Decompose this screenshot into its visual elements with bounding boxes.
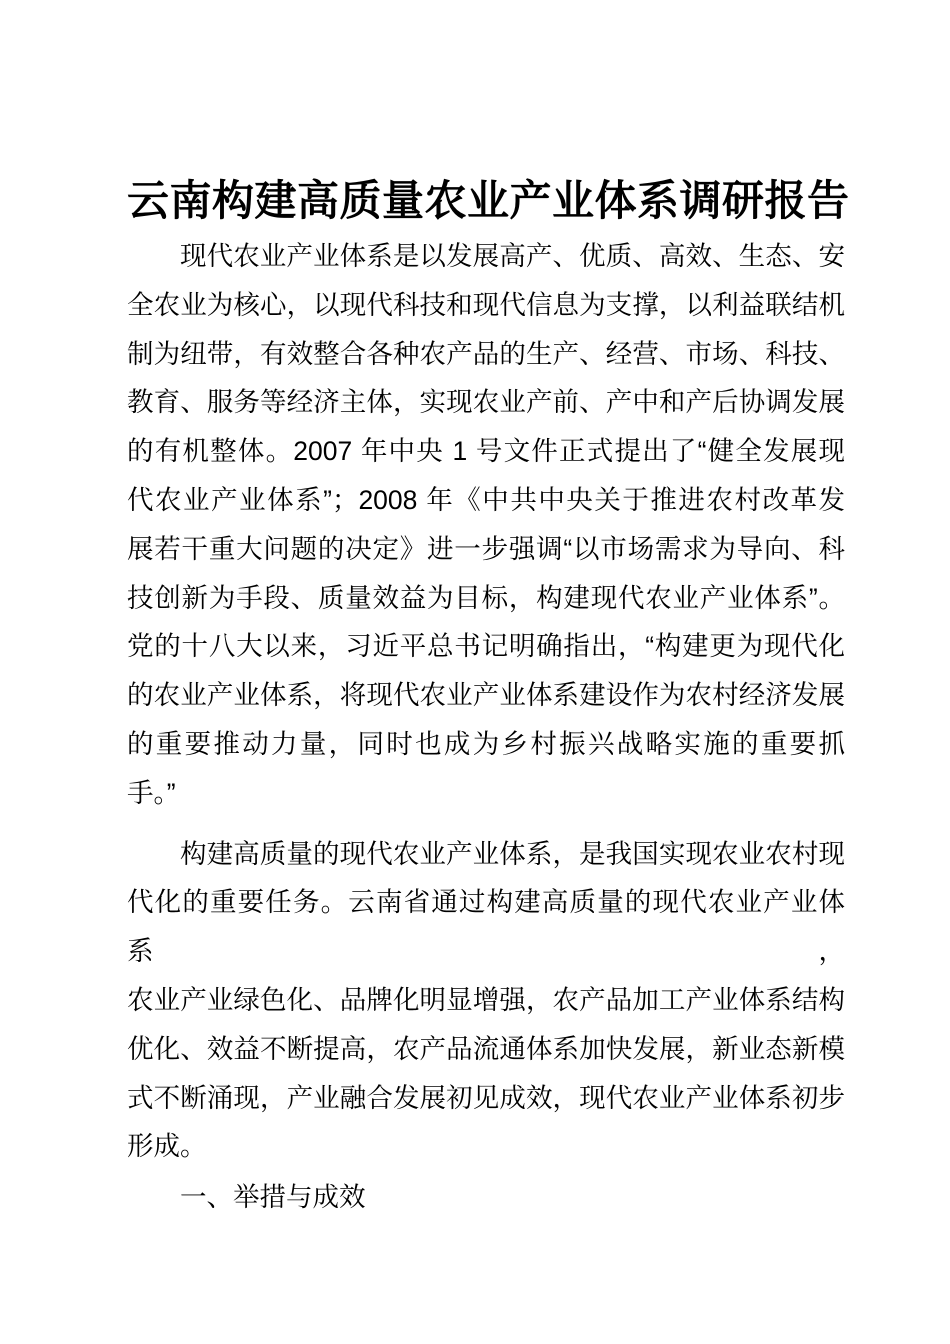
section-heading: 一、举措与成效 (180, 1182, 366, 1213)
document-title: 云南构建高质量农业产业体系调研报告 (127, 179, 850, 225)
paragraph-line: 形成。 (127, 1131, 207, 1162)
paragraph-line: 代农业产业体系”；2008 年《中共中央关于推进农村改革发 (127, 484, 845, 515)
paragraph-line: 现代农业产业体系是以发展高产、优质、高效、生态、安 (180, 241, 845, 271)
paragraph-line: 的重要推动力量，同时也成为乡村振兴战略实施的重要抓 (127, 728, 845, 759)
paragraph-line: 构建高质量的现代农业产业体系，是我国实现农业农村现 (180, 838, 845, 869)
paragraph (127, 830, 845, 1172)
paragraph (127, 232, 845, 818)
paragraph-line: 的农业产业体系，将现代农业产业体系建设作为农村经济发展 (127, 680, 845, 711)
paragraph-line: 党的十八大以来，习近平总书记明确指出，“构建更为现代化 (127, 631, 845, 662)
document-content (127, 0, 850, 1222)
paragraph-line: 代化的重要任务。云南省通过构建高质量的现代农业产业体系， (127, 887, 845, 967)
paragraph-line: 展若干重大问题的决定》进一步强调“以市场需求为导向、科 (127, 533, 845, 564)
paragraph-line: 全农业为核心，以现代科技和现代信息为支撑，以利益联结机 (127, 289, 845, 320)
paragraph-line: 的有机整体。2007 年中央 1 号文件正式提出了“健全发展现 (127, 436, 845, 467)
paragraph-line: 农业产业绿色化、品牌化明显增强，农产品加工产业体系结构 (127, 984, 845, 1015)
paragraph-line: 教育、服务等经济主体，实现农业产前、产中和产后协调发展 (127, 387, 845, 418)
paragraph-line: 式不断涌现，产业融合发展初见成效，现代农业产业体系初步 (127, 1082, 845, 1113)
paragraph-line: 技创新为手段、质量效益为目标，构建现代农业产业体系”。 (127, 582, 845, 613)
paragraph-line: 优化、效益不断提高，农产品流通体系加快发展，新业态新模 (127, 1033, 845, 1064)
paragraph-line: 制为纽带，有效整合各种农产品的生产、经营、市场、科技、 (127, 338, 845, 369)
paragraph-line: 手。” (127, 777, 176, 808)
